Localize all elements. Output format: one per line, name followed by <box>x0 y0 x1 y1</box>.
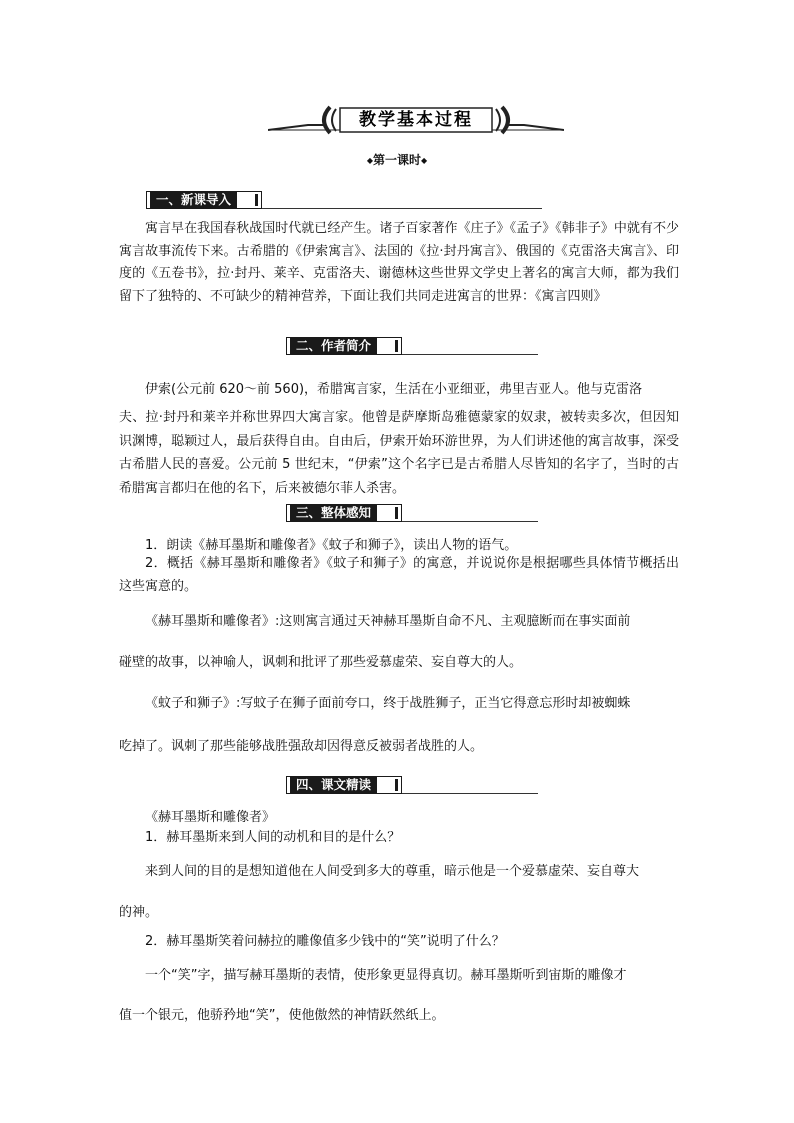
section-header-perception <box>286 504 538 522</box>
section-header-label: 三、整体感知 <box>290 504 377 522</box>
perception-answer-2-line-2: 吃掉了。讽刺了那些能够战胜强敌却因得意反被弱者战胜的人。 <box>119 739 484 754</box>
lesson-title-text: 第一课时 <box>372 153 421 167</box>
section-header-label: 四、课文精读 <box>290 776 377 794</box>
intro-paragraph: 寓言早在我国春秋战国时代就已经产生。诸子百家著作《庄子》《孟子》《韩非子》中就有不少寓言故事流传下来。古希腊的《伊索寓言》、法国的《拉·封丹寓言》、俄国的《克雷洛夫寓言》、印度的《五卷书》，拉·封丹、莱辛、克雷洛夫、谢德林这些世界文学史上著名的寓言大师，都为我们留下了独特的、不可缺少的精神营养，下面让我们共同走进寓言的世界：《寓言四则》 <box>119 221 679 305</box>
reading-answer-2-line-2: 值一个银元，他骄矜地“笑”，使他傲然的神情跃然纸上。 <box>119 1008 445 1023</box>
section-header-author <box>286 337 538 355</box>
section-header-label: 二、作者简介 <box>290 337 377 355</box>
reading-question-2: 2．赫耳墨斯笑着问赫拉的雕像值多少钱中的“笑”说明了什么？ <box>145 934 505 949</box>
perception-answer-1-line-2: 碰壁的故事，以神喻人，讽刺和批评了那些爱慕虚荣、妄自尊大的人。 <box>119 655 523 670</box>
section-underline <box>396 793 538 794</box>
reading-answer-1-line-2: 的神。 <box>119 905 159 920</box>
reading-answer-2-line-1: 一个“笑”字，描写赫耳墨斯的表情，使形象更显得真切。赫耳墨斯听到宙斯的雕像才 <box>145 968 627 983</box>
section-underline <box>396 521 538 522</box>
lesson-title <box>0 151 794 168</box>
perception-question-2: 2．概括《赫耳墨斯和雕像者》《蚊子和狮子》的寓意，并说说你是根据哪些具体情节概括出这些寓意的。 <box>119 556 679 594</box>
section-header-intro <box>146 191 542 209</box>
reading-text-title: 《赫耳墨斯和雕像者》 <box>145 810 276 825</box>
section-header-reading <box>286 776 538 794</box>
section-banner <box>268 103 564 137</box>
banner-title: 教学基本过程 <box>359 110 473 130</box>
section-underline <box>396 354 538 355</box>
perception-question-1: 1．朗读《赫耳墨斯和雕像者》《蚊子和狮子》，读出人物的语气。 <box>145 538 518 553</box>
section-underline <box>256 208 542 209</box>
perception-answer-1-line-1: 《赫耳墨斯和雕像者》:这则寓言通过天神赫耳墨斯自命不凡、主观臆断而在事实面前 <box>145 614 631 629</box>
reading-answer-1-line-1: 来到人间的目的是想知道他在人间受到多大的尊重，暗示他是一个爱慕虚荣、妄自尊大 <box>145 864 640 879</box>
reading-question-1: 1．赫耳墨斯来到人间的动机和目的是什么？ <box>145 830 401 845</box>
author-paragraph: 夫、拉·封丹和莱辛并称世界四大寓言家。他曾是萨摩斯岛雅德蒙家的奴隶，被转卖多次，但因知识渊博，聪颖过人，最后获得自由。自由后，伊索开始环游世界，为人们讲述他的寓言故事，深受古希腊人民的喜爱。公元前 5 世纪末，“伊索”这个名字已是古希腊人尽皆知的名字了，当时的古希腊寓言都归在他的名下，后来被德尔菲人杀害。 <box>119 410 679 496</box>
perception-answer-2-line-1: 《蚊子和狮子》:写蚊子在狮子面前夸口，终于战胜狮子，正当它得意忘形时却被蜘蛛 <box>145 696 631 711</box>
author-line-1: 伊索(公元前 620～前 560)，希腊寓言家，生活在小亚细亚，弗里吉亚人。他与克雷洛 <box>145 382 643 397</box>
section-header-label: 一、新课导入 <box>150 191 237 209</box>
diamond-icon: ◆ <box>421 156 428 165</box>
diamond-icon: ◆ <box>366 156 373 165</box>
